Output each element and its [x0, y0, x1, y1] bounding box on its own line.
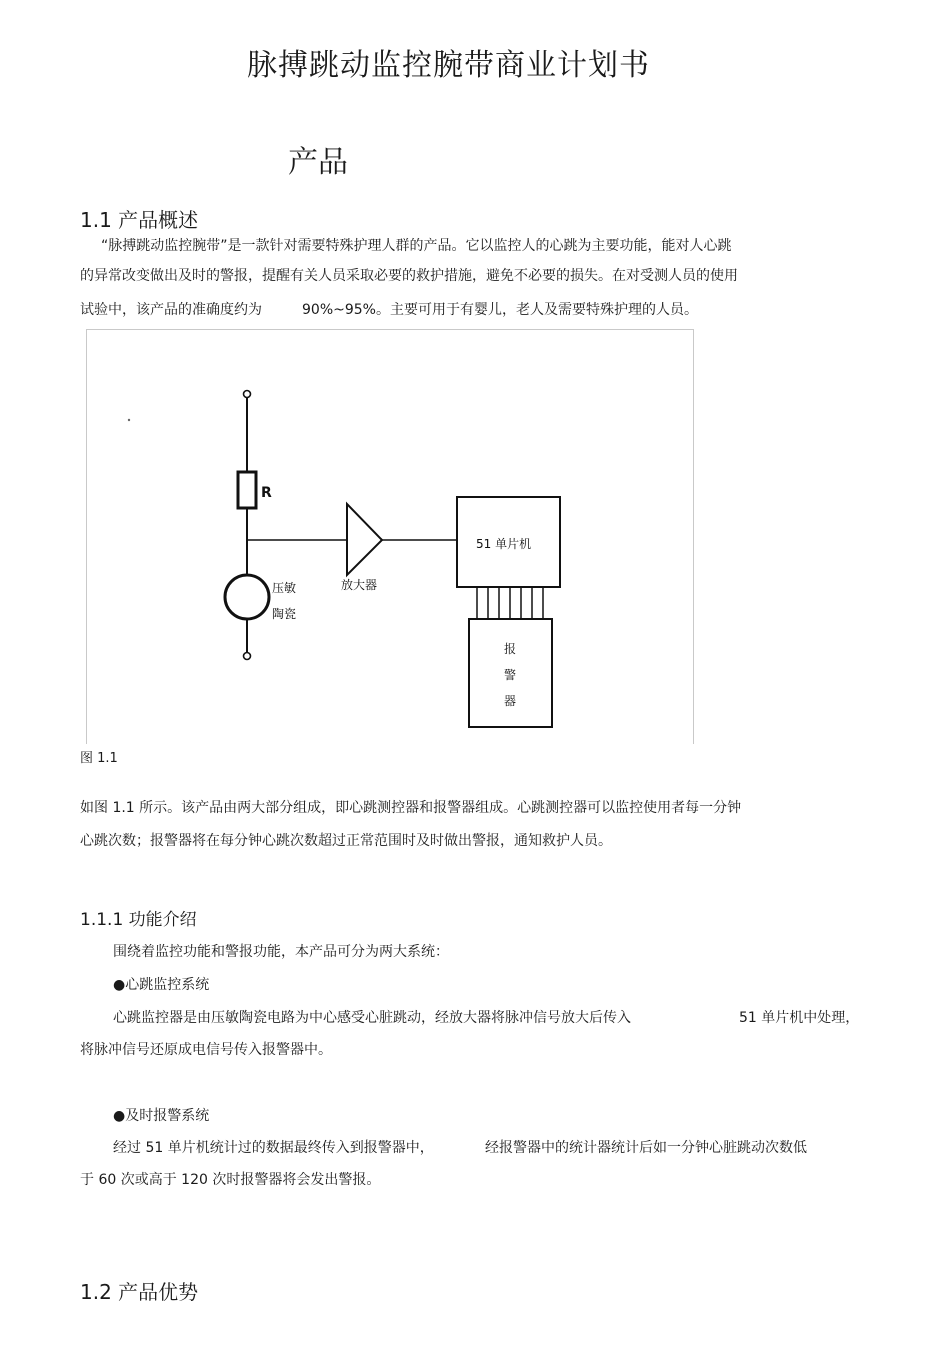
top-terminal — [244, 391, 251, 398]
alarm-system-line-2: 于 60 次或高于 120 次时报警器将会发出警报。 — [80, 1172, 381, 1188]
document-title: 脉搏跳动监控腕带商业计划书 — [247, 48, 650, 83]
alarm-system-line-1b: 经报警器中的统计器统计后如一分钟心脏跳动次数低 — [485, 1140, 807, 1156]
bottom-terminal — [244, 653, 251, 660]
overview-paragraph-line-1: “脉搏跳动监控腕带”是一款针对需要特殊护理人群的产品。它以监控人的心跳为主要功能，能对人心跳 — [101, 238, 732, 254]
sensor-label-1: 压敏 — [272, 581, 297, 595]
amplifier-label: 放大器 — [341, 578, 378, 592]
chapter-title: 产品 — [288, 145, 348, 180]
bus-lines — [477, 587, 543, 619]
heart-monitoring-line-2: 将脉冲信号还原成电信号传入报警器中。 — [80, 1042, 332, 1058]
section-heading-1-1: 1.1 产品概述 — [80, 208, 199, 232]
overview-paragraph-line-2: 的异常改变做出及时的警报，提醒有关人员采取必要的救护措施，避免不必要的损失。在对受测人员的使用 — [80, 268, 738, 284]
section-heading-1-1-1: 1.1.1 功能介绍 — [80, 910, 197, 930]
mcu-label: 51 单片机 — [476, 537, 532, 551]
figure-caption: 图 1.1 — [80, 751, 118, 766]
function-intro: 围绕着监控功能和警报功能，本产品可分为两大系统： — [113, 944, 449, 960]
amplifier-symbol — [347, 504, 382, 575]
circuit-diagram — [86, 329, 692, 743]
sensor-label-2: 陶瓷 — [272, 607, 297, 621]
heart-monitoring-line-1a: 心跳监控器是由压敏陶瓷电路为中心感受心脏跳动，经放大器将脉冲信号放大后传入 — [113, 1010, 631, 1026]
figure-description-line-1: 如图 1.1 所示。该产品由两大部分组成，即心跳测控器和报警器组成。心跳测控器可以监控使用者每一分钟 — [80, 800, 742, 816]
bullet-heart-monitoring: ●心跳监控系统 — [113, 977, 210, 993]
overview-paragraph-line-3b: 90%~95%。主要可用于有婴儿，老人及需要特殊护理的人员。 — [302, 302, 698, 318]
overview-paragraph-line-3a: 试验中，该产品的准确度约为 — [80, 302, 262, 318]
alarm-label-1: 报 — [504, 642, 517, 656]
alarm-label-3: 器 — [504, 694, 517, 708]
resistor-label: R — [261, 485, 272, 501]
stray-dot — [128, 419, 130, 421]
piezo-sensor — [225, 575, 269, 619]
heart-monitoring-line-1b: 51 单片机中处理， — [739, 1010, 860, 1026]
resistor — [238, 472, 256, 508]
figure-description-line-2: 心跳次数；报警器将在每分钟心跳次数超过正常范围时及时做出警报，通知救护人员。 — [80, 833, 612, 849]
section-heading-1-2: 1.2 产品优势 — [80, 1280, 199, 1304]
bullet-alarm-system: ●及时报警系统 — [113, 1108, 210, 1124]
alarm-system-line-1a: 经过 51 单片机统计过的数据最终传入到报警器中， — [113, 1140, 434, 1156]
alarm-label-2: 警 — [504, 668, 517, 682]
